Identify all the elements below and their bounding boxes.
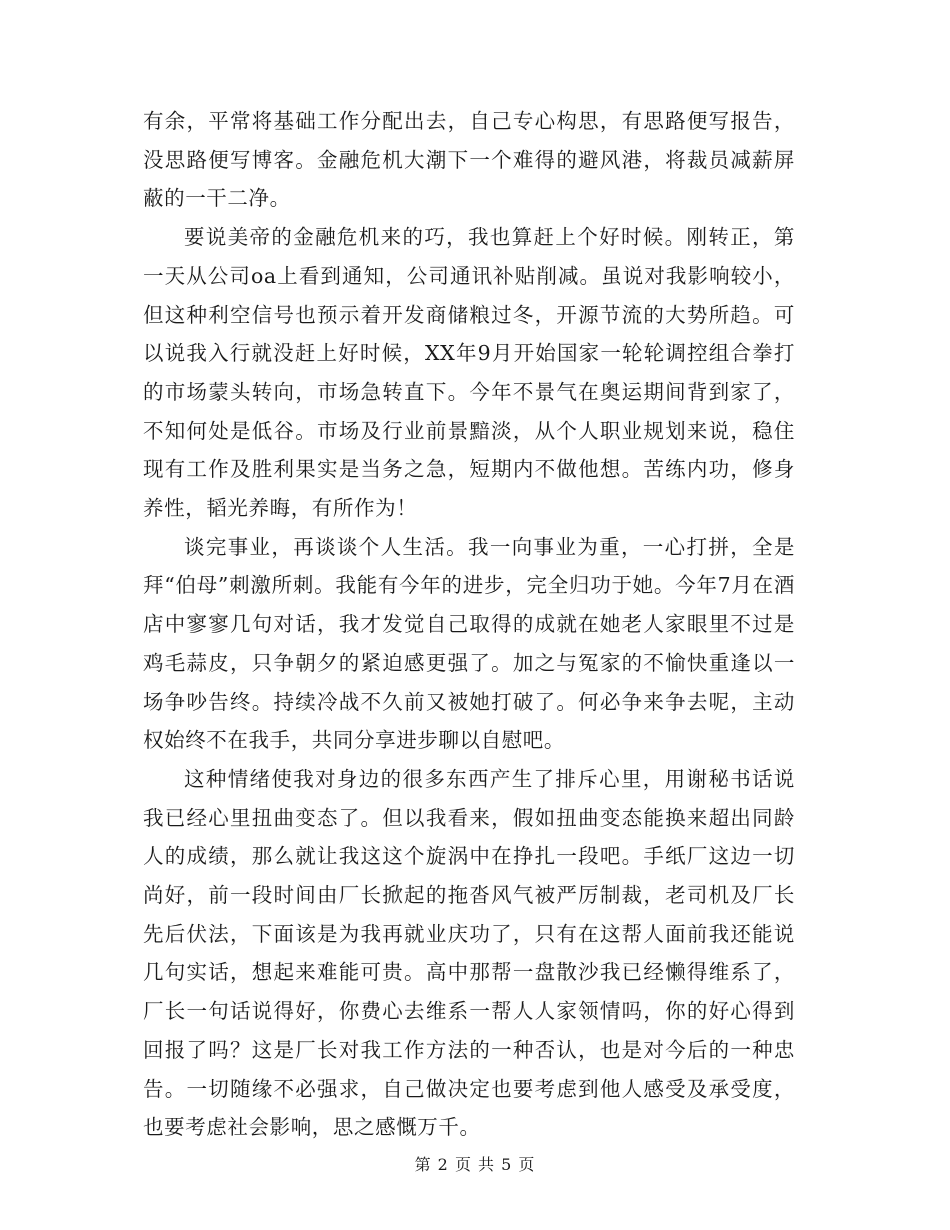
paragraph-4: 这种情绪使我对身边的很多东西产生了排斥心里，用谢秘书话说我已经心里扭曲变态了。但以我看来，假如扭曲变态能换来超出同龄人的成绩，那么就让我这这个旋涡中在挣扎一段吧。手纸厂这边一切尚好，前一段时间由厂长掀起的拖沓风气被严厉制裁，老司机及厂长先后伏法，下面该是为我再就业庆功了，只有在这帮人面前我还能说几句实话，想起来难能可贵。高中那帮一盘散沙我已经懒得维系了，厂长一句话说得好，你费心去维系一帮人人家领情吗，你的好心得到回报了吗？这是厂长对我工作方法的一种否认，也是对今后的一种忠告。一切随缘不必强求，自己做决定也要考虑到他人感受及承受度，也要考虑社会影响，思之感慨万千。 <box>143 766 795 1140</box>
paragraph-3: 谈完事业，再谈谈个人生活。我一向事业为重，一心打拼，全是拜“伯母”刺激所刺。我能有今年的进步，完全归功于她。今年7月在酒店中寥寥几句对话，我才发觉自己取得的成就在她老人家眼里不过是鸡毛蒜皮，只争朝夕的紧迫感更强了。加之与冤家的不愉快重逢以一场争吵告终。持续冷战不久前又被她打破了。何必争来争去呢，主动权始终不在我手，共同分享进步聊以自慰吧。 <box>143 534 795 753</box>
paragraph-2: 要说美帝的金融危机来的巧，我也算赶上个好时候。刚转正，第一天从公司oa上看到通知，公司通讯补贴削减。虽说对我影响较小，但这种利空信号也预示着开发商储粮过冬，开源节流的大势所趋。可以说我入行就没赶上好时候，XX年9月开始国家一轮轮调控组合拳打的市场蒙头转向，市场急转直下。今年不景气在奥运期间背到家了，不知何处是低谷。市场及行业前景黯淡，从个人职业规划来说，稳住现有工作及胜利果实是当务之急，短期内不做他想。苦练内功，修身养性，韬光养晦，有所作为！ <box>143 225 795 521</box>
page-number-footer: 第 2 页 共 5 页 <box>414 1155 536 1174</box>
paragraph-1: 有余，平常将基础工作分配出去，自己专心构思，有思路便写报告，没思路便写博客。金融危机大潮下一个难得的避风港，将裁员减薪屏蔽的一干二净。 <box>143 109 795 211</box>
document-body <box>143 102 795 1147</box>
